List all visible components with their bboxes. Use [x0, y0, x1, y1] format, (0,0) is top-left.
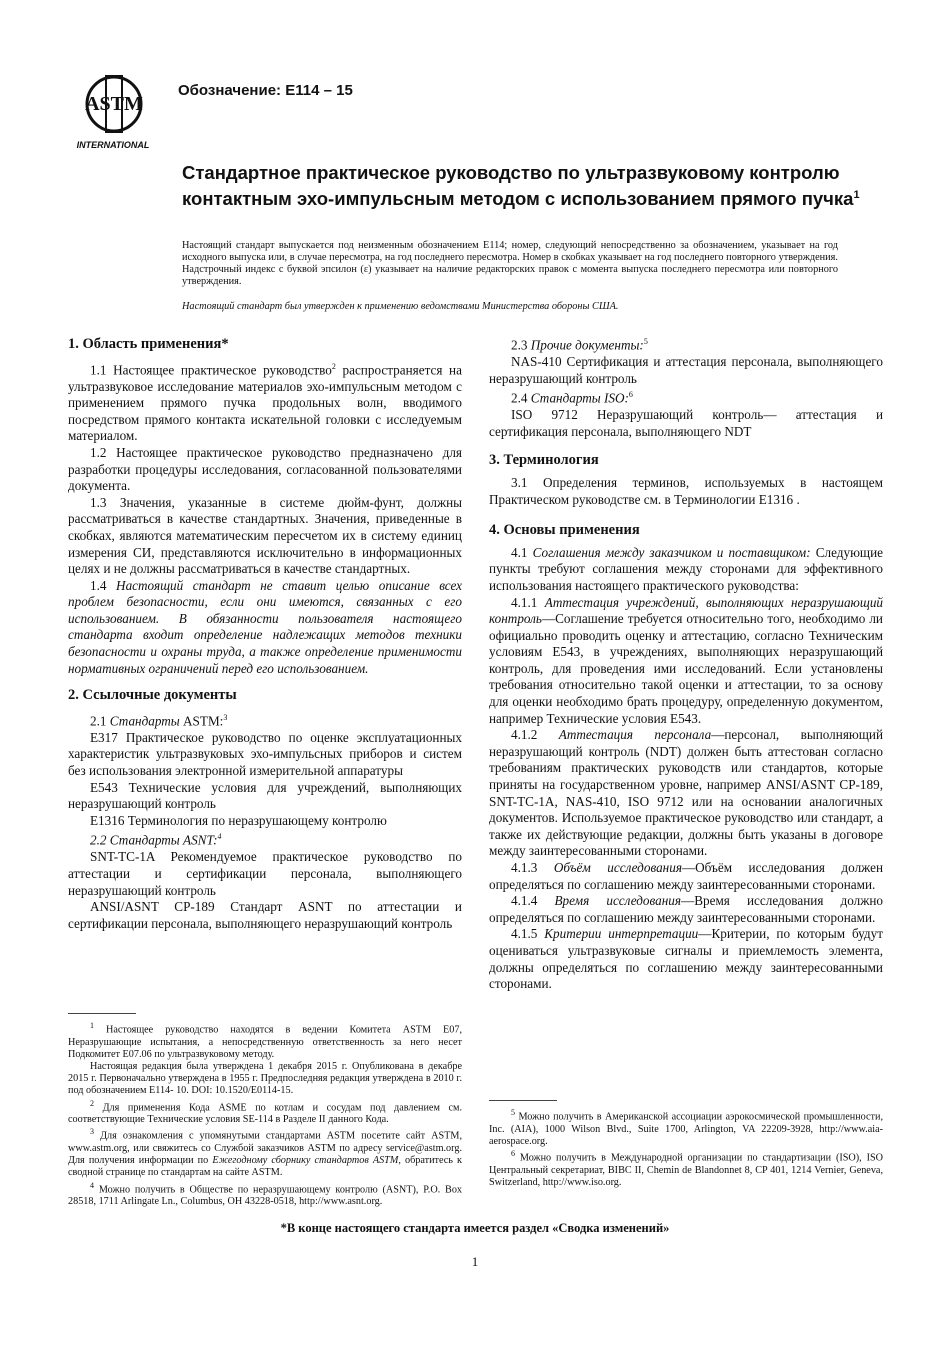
para-1-1: 1.1 Настоящее практическое руководство$^2$ распространяется на ультразвуковое исследование материалов эхо-импульсным методом с применением прямого пучка продольных волн, вводимого посредством прямого контакта искательной головки с исследуемым материалом. — [68, 361, 462, 444]
para-4-1-2: 4.1.2 Аттестация персонала—персонал, выполняющий неразрушающий контроль (NDT) должен быть аттестован согласно требованиям практических руководств или стандартов, которые приняты на государственном уровне, например ANSI/ASNT CP-189, SNT-TC-1A, NAS-410, ISO 9712 или на основании аналогичных документов. Используемое практическое руководство или стандарт, а также их действующие редакции, должны быть указаны в договоре между заинтересованными сторонами. — [489, 727, 884, 859]
dod-notice: Настоящий стандарт был утвержден к применению ведомствами Министерства обороны США. — [182, 301, 619, 312]
footnote-rule — [489, 1100, 557, 1101]
para-4-1-3: 4.1.3 Объём исследования—Объём исследования должен определяться по соглашению между заинтересованными сторонами. — [489, 860, 883, 892]
ref-ansi: ANSI/ASNT CP-189 Стандарт ASNT по аттестации и сертификации персонала, выполняющего неразрушающий контроль — [68, 899, 462, 931]
right-column — [489, 334, 883, 993]
svg-text:ASTM: ASTM — [85, 93, 143, 115]
footnote-2: $^2$ Для применения Кода ASME по котлам и сосудам под давлением см. соответствующие Технические условия SE-114 в Разделе II данного Кода. — [68, 1098, 462, 1126]
svg-text:INTERNATIONAL: INTERNATIONAL — [76, 140, 150, 150]
para-1-2: 1.2 Настоящее практическое руководство предназначено для разработки процедуры исследования, согласованной пользователями документа. — [68, 444, 462, 494]
footnote-3: $^3$ Для ознакомления с упомянутыми стандартами ASTM посетите сайт ASTM, www.astm.org, или свяжитесь со Службой заказчиков ASTM по адресу service@astm.org. Для получения информации по Ежегодному сборнику стандартов ASTM, обратитесь к сводной странице по стандартам на сайте ASTM. — [68, 1127, 462, 1179]
ref-snt: SNT-TC-1A Рекомендуемое практическое руководство по аттестации и сертификации персонала, выполняющего неразрушающий контроль — [68, 849, 462, 898]
section-1-heading: 1. Область применения* — [68, 336, 229, 352]
ref-e543: E543 Технические условия для учреждений, выполняющих неразрушающий контроль — [68, 779, 462, 812]
para-2-2: 2.2 Стандарты ASNT:$^4$ — [90, 832, 222, 848]
para-4-1-1: 4.1.1 Аттестация учреждений, выполняющих неразрушающий контроль—Соглашение требуется относительно того, необходимо ли официально проводить оценку и аттестацию, согласно Техническим условиям E543, в учреждениях, выполняющих неразрушающий контроль, для проведения ими исследований. Если установлены требования относительно такой оценки и аттестации, то за основу для оценки необходимо брать процедуру, определенную документом, например Технические условия E543. — [489, 594, 884, 726]
ref-iso: ISO 9712 Неразрушающий контроль— аттестация и сертификация персонала, выполняющего NDT — [489, 407, 883, 439]
footnote-rule — [68, 1013, 136, 1014]
para-2-4: 2.4 Стандарты ISO:$^6$ — [511, 390, 633, 406]
summary-of-changes-note: *В конце настоящего стандарта имеется раздел «Сводка изменений» — [280, 1221, 670, 1235]
designation: Обозначение: E114 – 15 — [178, 82, 353, 99]
section-4-heading: 4. Основы применения — [489, 522, 640, 539]
para-2-1: 2.1 Стандарты ASTM:$^3$ — [90, 712, 228, 729]
para-4-1: 4.1 Соглашения между заказчиком и поставщиком: Следующие пункты требуют соглашения между сторонами для эффективного использования настоящего практического руководства: — [489, 544, 884, 593]
footnote-1: $^1$ Настоящее руководство находятся в ведении Комитета ASTM E07, Неразрушающие испытания, а непосредственную ответственность за него несет Подкомитет E07.06 по ультразвуковому методу. — [68, 1021, 462, 1060]
para-4-1-4: 4.1.4 Время исследования—Время исследования должно определяться по соглашению между заинтересованными сторонами. — [489, 893, 883, 925]
footnote-1b: Настоящая редакция была утверждена 1 декабря 2015 г. Опубликована в декабре 2015 г. Первоначально утверждена в 1955 г. Предпоследняя редакция утверждена в 2010 г. под обозначением E114- 10. DOI: 10.1520/E0114-15. — [68, 1061, 462, 1097]
ref-nas: NAS-410 Сертификация и аттестация персонала, выполняющего неразрушающий контроль — [489, 353, 883, 386]
section-3-heading: 3. Терминология — [489, 452, 599, 469]
issuance-notice: Настоящий стандарт выпускается под неизменным обозначением E114; номер, следующий непосредственно за обозначением, указывает на год исходного выпуска или, в случае пересмотра, на год последнего пересмотра. Номер в скобках указывает на год последнего повторного утверждения. Надстрочный индекс с буквой эпсилон (ε) указывает на наличие редакторских правок с момента выпуска последнего пересмотра или повторного утверждения. — [182, 240, 838, 287]
ref-e317: E317 Практическое руководство по оценке эксплуатационных характеристик ультразвуковых эхо-импульсных приборов и систем без использования электронной измерительной аппаратуры — [68, 729, 462, 779]
footnotes-left — [68, 1003, 462, 1208]
ref-e1316: E1316 Терминология по неразрушающему контролю — [90, 812, 387, 828]
left-column — [68, 336, 462, 932]
para-1-4: 1.4 Настоящий стандарт не ставит целью описание всех проблем безопасности, если они имеются, связанных с его использованием. В обязанности пользователя настоящего стандарта входит определение надлежащих методов техники безопасности и охраны труда, а также определение применимости нормативных ограничений перед его использованием. — [68, 577, 462, 676]
astm-logo — [68, 72, 158, 152]
footnote-5: $^5$ Можно получить в Американской ассоциации аэрокосмической промышленности, Inc. (AIA), 1000 Wilson Blvd., Suite 1700, Arlington, VA 22209-3928, http://www.aia-aerospace.org. — [489, 1108, 883, 1147]
footnote-6: $^6$ Можно получить в Международной организации по стандартизации (ISO), ISO Центральный секретариат, BIBC II, Chemin de Blandonnet 8, CP 401, 1214 Vernier, Geneva, Switzerland, http://www.iso.org. — [489, 1149, 883, 1188]
page-title: Стандартное практическое руководство по ультразвуковому контролю контактным эхо-импульсным методом с использованием прямого пучка$^1$ — [182, 162, 860, 210]
section-2-heading: 2. Ссылочные документы — [68, 687, 237, 704]
para-1-3: 1.3 Значения, указанные в системе дюйм-фунт, должны рассматриваться в качестве стандартных. Значения, приведенные в скобках, являются математическим пересчетом их в систему единиц измерения СИ, представляются исключительно в информационных целях и не должны рассматриваться в качестве стандартных. — [68, 494, 462, 577]
footnotes-right — [489, 1090, 883, 1189]
para-3-1: 3.1 Определения терминов, используемых в настоящем Практическом руководстве см. в Терминологии E1316 . — [489, 474, 883, 507]
footnote-4: $^4$ Можно получить в Обществе по неразрушающему контролю (ASNT), P.O. Box 28518, 1711 Arlingate Ln., Columbus, OH 43228-0518, http://www.asnt.org. — [68, 1180, 463, 1208]
para-2-3: 2.3 Прочие документы:$^5$ — [511, 337, 648, 353]
para-4-1-5: 4.1.5 Критерии интерпретации—Критерии, по которым будут оцениваться ультразвуковые сигналы и приемлемость элемента, должны определяться по соглашению между заинтересованными сторонами. — [489, 926, 883, 992]
page-number: 1 — [471, 1254, 479, 1269]
